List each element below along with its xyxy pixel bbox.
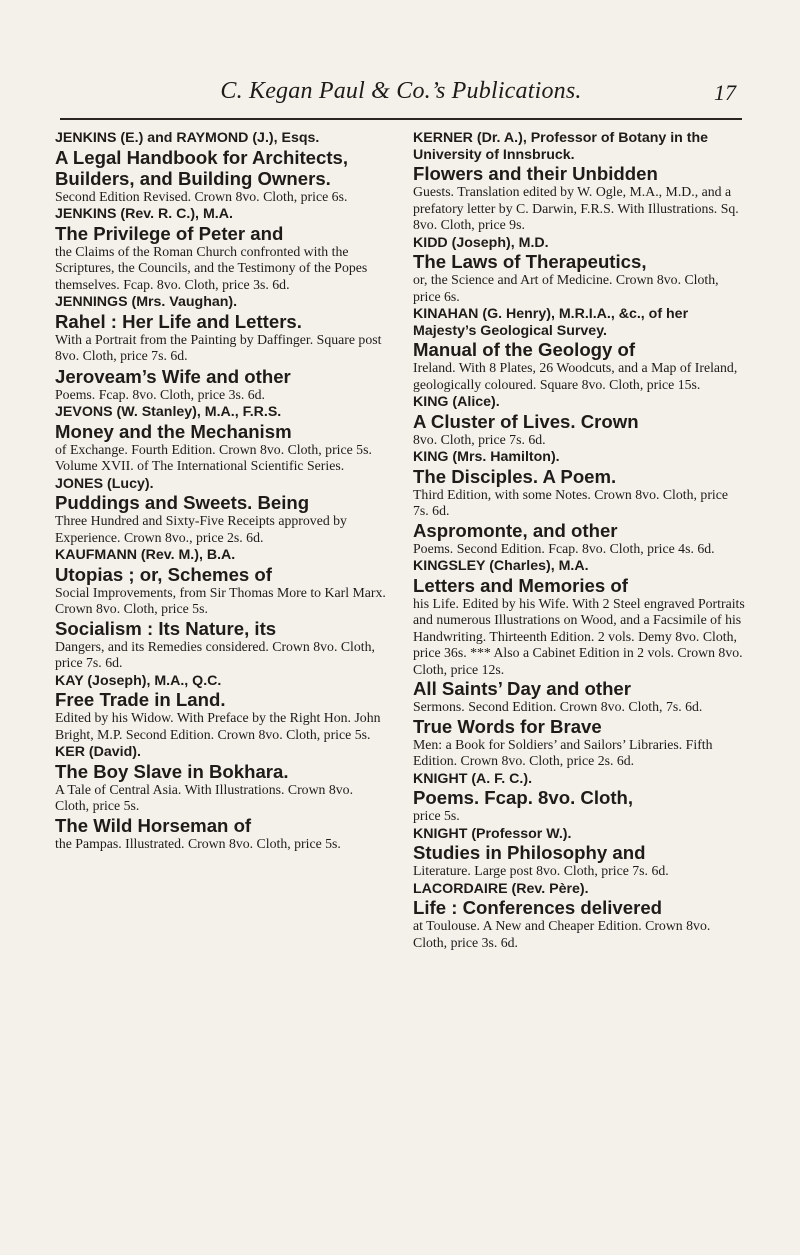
right-column xyxy=(413,130,745,1230)
catalogue-entry xyxy=(413,130,745,234)
entry-title: Money and the Mechanism xyxy=(55,420,292,442)
catalogue-entry xyxy=(55,294,387,365)
catalogue-entry xyxy=(413,449,745,557)
entry-description: or, the Science and Art of Medicine. Crown 8vo. Cloth, price 6s. xyxy=(413,272,719,304)
entry-title: The Boy Slave in Bokhara. xyxy=(55,760,289,782)
entry-description: of Exchange. Fourth Edition. Crown 8vo. Cloth, price 5s. Volume XVII. of The International Scientific Series. xyxy=(55,441,372,473)
entry-title: Socialism : Its Nature, its xyxy=(55,617,277,639)
entry-title: All Saints’ Day and other xyxy=(413,678,632,699)
entry-description: price 5s. xyxy=(413,808,460,823)
entry-author: JONES (Lucy). xyxy=(55,475,154,492)
entry-title: Flowers and their Unbidden xyxy=(413,163,658,184)
entry-title: The Privilege of Peter and xyxy=(55,222,284,244)
entry-title: True Words for Brave xyxy=(413,715,602,737)
page-number: 17 xyxy=(714,80,736,105)
entry-author: JENNINGS (Mrs. Vaughan). xyxy=(55,294,238,310)
entry-title: Poems. Fcap. 8vo. Cloth, xyxy=(413,787,634,808)
catalogue-entry xyxy=(413,881,745,952)
entry-description: his Life. Edited by his Wife. With 2 Steel engraved Portraits and numerous Illustrations on Wood, and a Facsimile of his Handwriting. Thirteenth Edition. 2 vols. Demy 8vo. Cloth, price 36s. *** Also a Cabinet Edition in 2 vols. Crown 8vo. Cloth, price 12s. xyxy=(413,595,745,677)
catalogue-entry xyxy=(55,130,387,205)
entry-author: KERNER (Dr. A.), Professor of Botany in the University of Innsbruck. xyxy=(413,130,709,163)
catalogue-entry xyxy=(413,771,745,825)
entry-description: Poems. Second Edition. Fcap. 8vo. Cloth, price 4s. 6d. xyxy=(413,540,715,556)
entry-title: Manual of the Geology of xyxy=(413,339,636,360)
entry-author: KINAHAN (G. Henry), M.R.I.A., &c., of her Majesty’s Geological Survey. xyxy=(413,306,689,339)
entry-description: Dangers, and its Remedies considered. Crown 8vo. Cloth, price 7s. 6d. xyxy=(55,638,375,670)
entry-title: Rahel : Her Life and Letters. xyxy=(55,310,302,332)
entry-title: The Wild Horseman of xyxy=(55,814,252,836)
catalogue-entry xyxy=(413,558,745,770)
entry-title: Aspromonte, and other xyxy=(413,519,618,541)
entry-author: KER (David). xyxy=(55,744,141,760)
left-column xyxy=(55,130,387,1230)
catalogue-entry xyxy=(55,366,387,404)
entry-description: With a Portrait from the Painting by Daffinger. Square post 8vo. Cloth, price 7s. 6d. xyxy=(55,331,382,363)
entry-author: KIDD (Joseph), M.D. xyxy=(413,234,549,251)
entry-title: Utopias ; or, Schemes of xyxy=(55,563,272,585)
catalogue-entry xyxy=(413,235,745,306)
catalogue-entry xyxy=(55,744,387,852)
entry-author: KAY (Joseph), M.A., Q.C. xyxy=(55,672,222,689)
entry-title: Free Trade in Land. xyxy=(55,689,226,710)
entry-title: Life : Conferences delivered xyxy=(413,897,663,918)
entry-title: Puddings and Sweets. Being xyxy=(55,492,310,513)
entry-description: Three Hundred and Sixty-Five Receipts approved by Experience. Crown 8vo., price 2s. 6d. xyxy=(55,513,347,545)
entry-title: Letters and Memories of xyxy=(413,574,628,596)
entry-description: Ireland. With 8 Plates, 26 Woodcuts, and a Map of Ireland, geologically coloured. Square 8vo. Cloth, price 15s. xyxy=(413,360,738,392)
entry-title: Studies in Philosophy and xyxy=(413,842,646,863)
entry-title: Jeroveam’s Wife and other xyxy=(55,365,291,387)
catalogue-entry xyxy=(55,476,387,547)
entry-author: LACORDAIRE (Rev. Père). xyxy=(413,880,589,897)
entry-description: Men: a Book for Soldiers’ and Sailors’ Libraries. Fifth Edition. Crown 8vo. Cloth, price 2s. 6d. xyxy=(413,736,713,768)
page-header xyxy=(60,78,742,120)
catalogue-entry xyxy=(413,394,745,448)
entry-author: KNIGHT (A. F. C.). xyxy=(413,770,533,787)
entry-author: JENKINS (Rev. R. C.), M.A. xyxy=(55,206,233,222)
entry-description: A Tale of Central Asia. With Illustrations. Crown 8vo. Cloth, price 5s. xyxy=(55,781,354,813)
entry-title: The Laws of Therapeutics, xyxy=(413,251,647,272)
entry-title: A Cluster of Lives. Crown xyxy=(413,410,639,432)
entry-description: Edited by his Widow. With Preface by the Right Hon. John Bright, M.P. Second Edition. Crown 8vo. Cloth, price 5s. xyxy=(55,710,381,742)
catalogue-entry xyxy=(55,206,387,293)
catalogue-entry xyxy=(55,547,387,672)
entry-description: Second Edition Revised. Crown 8vo. Cloth, price 6s. xyxy=(55,188,348,204)
catalogue-entry xyxy=(413,306,745,393)
entry-author: KAUFMANN (Rev. M.), B.A. xyxy=(55,547,236,563)
entry-description: Sermons. Second Edition. Crown 8vo. Cloth, 7s. 6d. xyxy=(413,699,703,714)
two-column-listing xyxy=(55,130,745,1230)
entry-author: JEVONS (W. Stanley), M.A., F.R.S. xyxy=(55,404,282,420)
entry-description: the Pampas. Illustrated. Crown 8vo. Cloth, price 5s. xyxy=(55,835,341,851)
entry-description: Literature. Large post 8vo. Cloth, price 7s. 6d. xyxy=(413,863,669,878)
catalogue-entry xyxy=(413,826,745,880)
catalogue-entry xyxy=(55,673,387,744)
entry-author: KING (Mrs. Hamilton). xyxy=(413,449,560,465)
catalogue-entry xyxy=(55,404,387,475)
entry-title: A Legal Handbook for Architects, Builders, and Building Owners. xyxy=(55,146,349,189)
entry-author: KNIGHT (Professor W.). xyxy=(413,825,572,842)
entry-description: Poems. Fcap. 8vo. Cloth, price 3s. 6d. xyxy=(55,386,266,402)
entry-author: JENKINS (E.) and RAYMOND (J.), Esqs. xyxy=(55,130,320,146)
entry-description: Third Edition, with some Notes. Crown 8vo. Cloth, price 7s. 6d. xyxy=(413,486,728,518)
entry-title: The Disciples. A Poem. xyxy=(413,465,617,487)
entry-description: Guests. Translation edited by W. Ogle, M.A., M.D., and a prefatory letter by C. Darwin, F.R.S. With Illustrations. Sq. 8vo. Cloth, price 9s. xyxy=(413,184,739,232)
entry-description: Social Improvements, from Sir Thomas More to Karl Marx. Crown 8vo. Cloth, price 5s. xyxy=(55,584,386,616)
entry-description: at Toulouse. A New and Cheaper Edition. Crown 8vo. Cloth, price 3s. 6d. xyxy=(413,918,711,950)
entry-author: KING (Alice). xyxy=(413,394,500,410)
entry-description: 8vo. Cloth, price 7s. 6d. xyxy=(413,431,546,447)
running-title: C. Kegan Paul & Co.’s Publications. xyxy=(220,78,582,104)
entry-author: KINGSLEY (Charles), M.A. xyxy=(413,558,589,574)
entry-description: the Claims of the Roman Church confronted with the Scriptures, the Councils, and the Testimony of the Popes themselves. Fcap. 8vo. Cloth, price 3s. 6d. xyxy=(55,243,368,292)
